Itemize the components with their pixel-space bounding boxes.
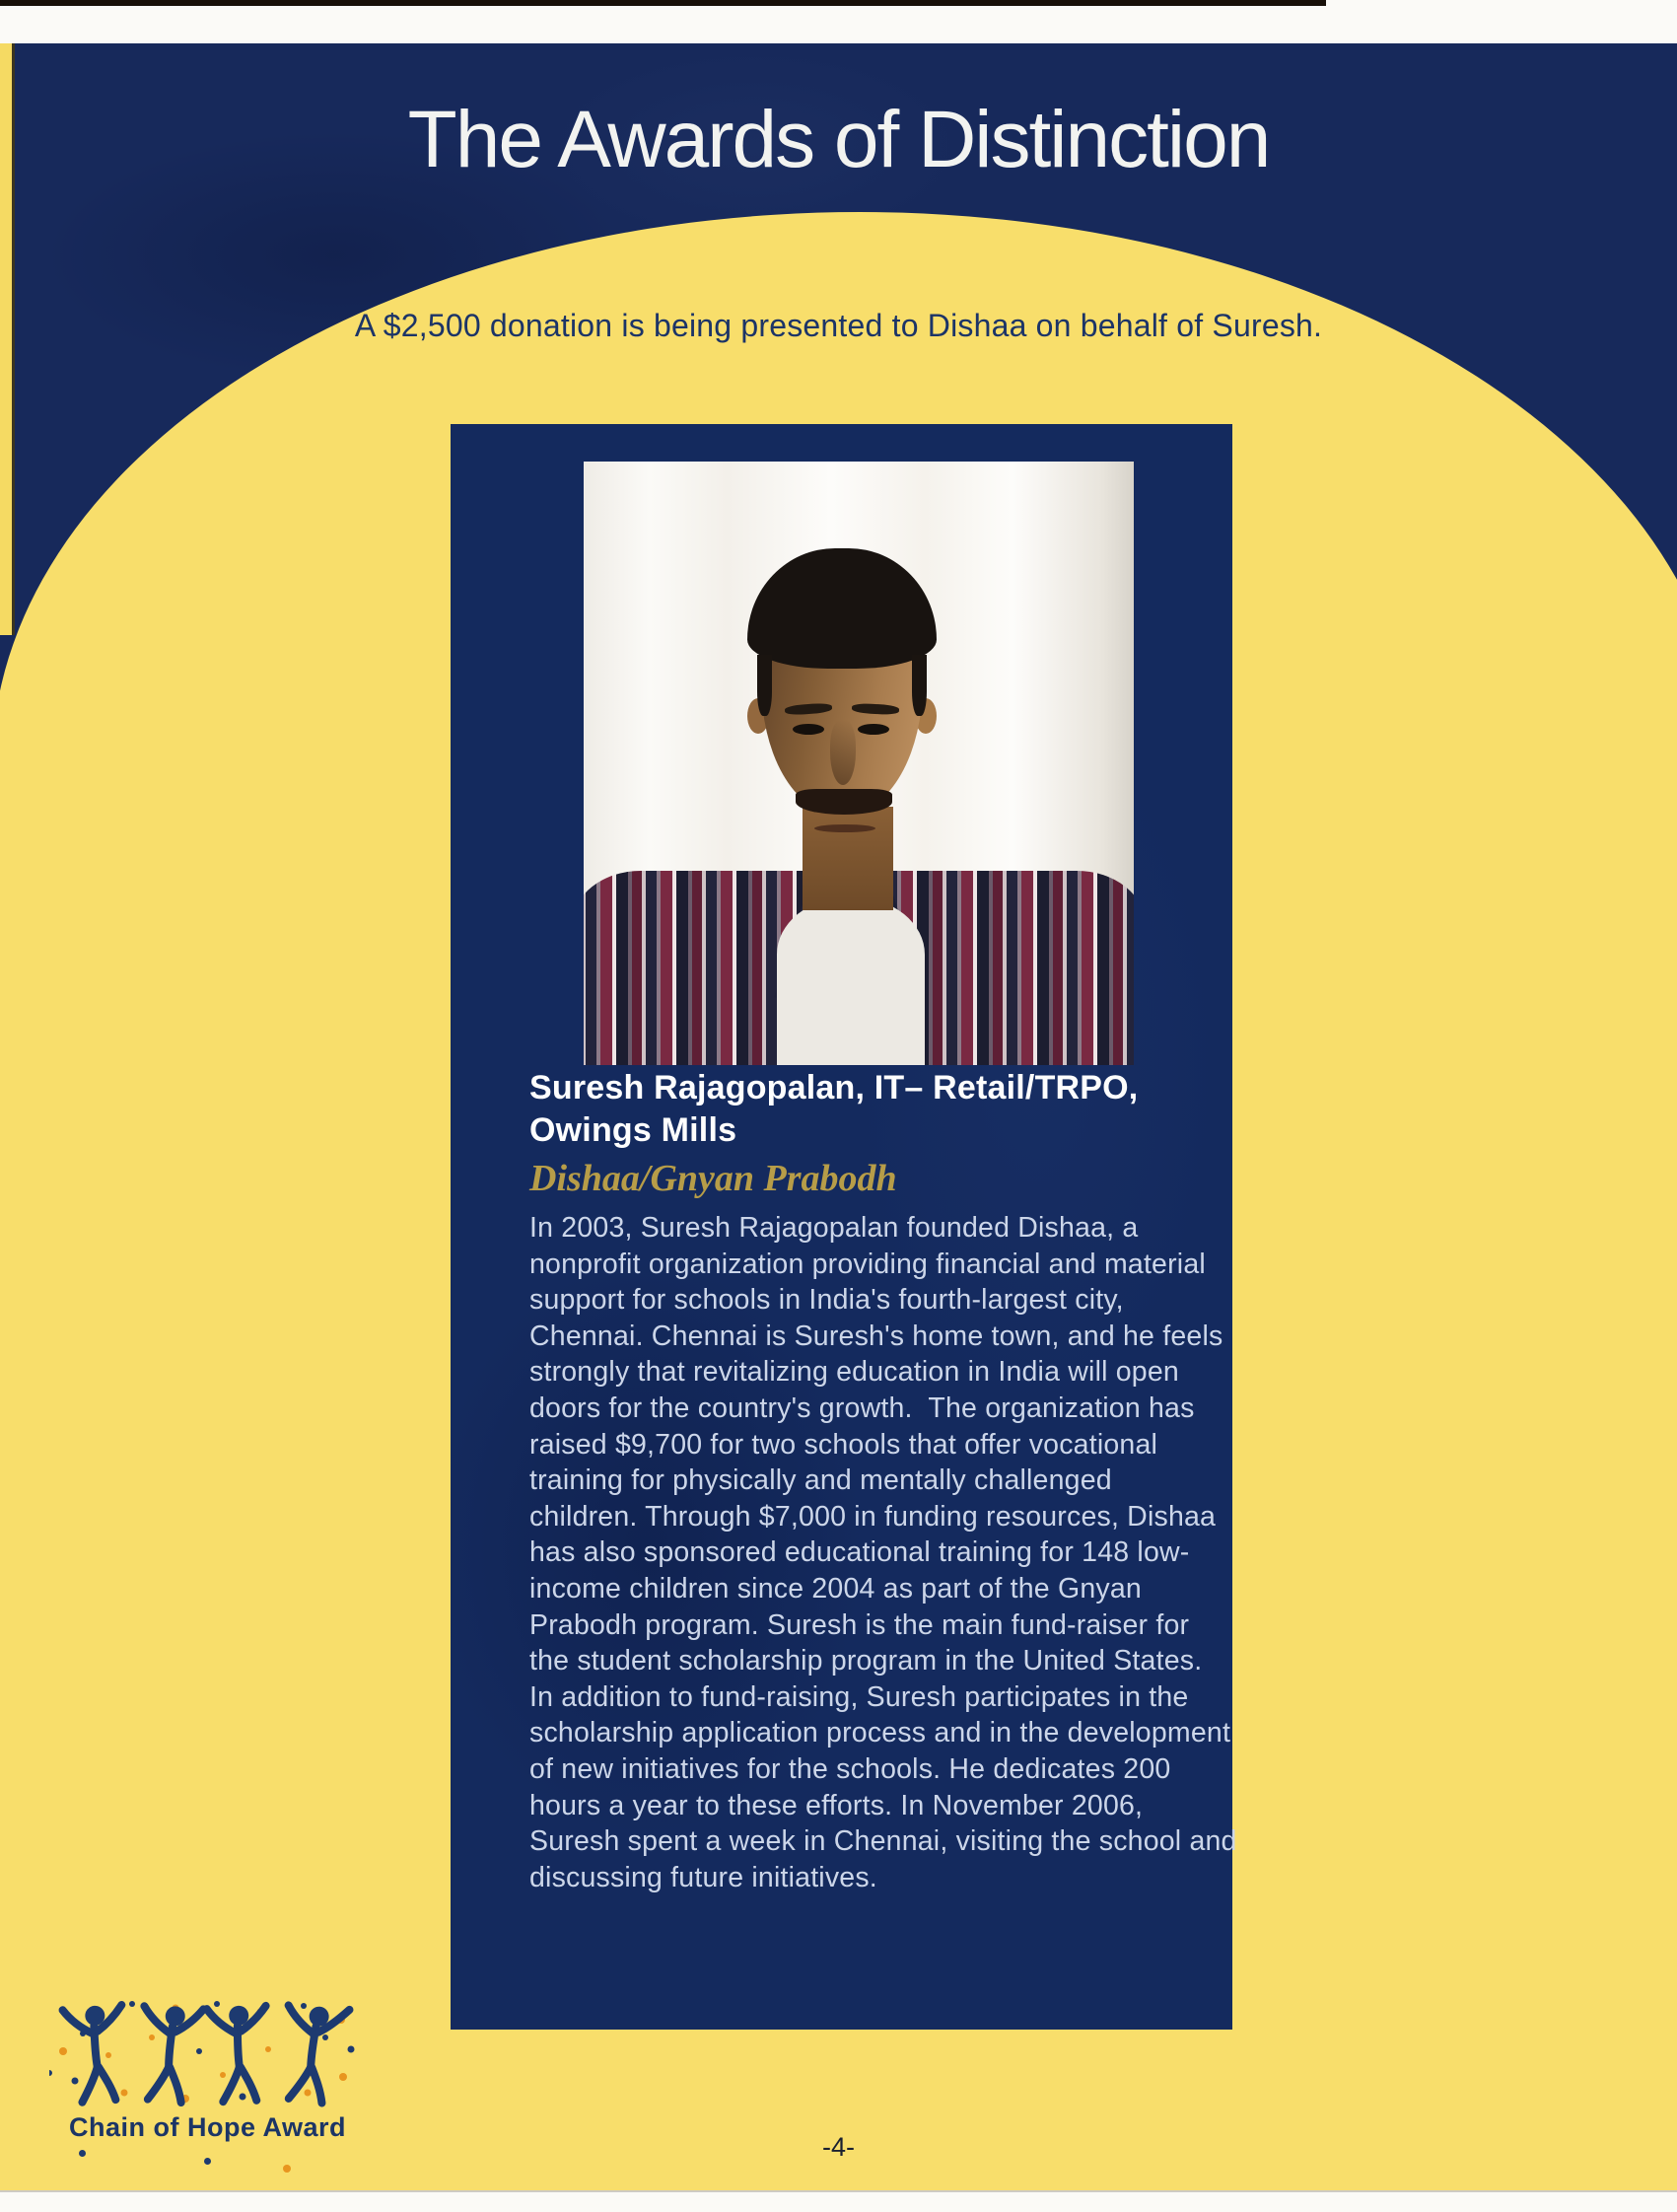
photo-sideburn-left [757,655,772,716]
page-number: -4- [822,2132,855,2162]
photo-eye-right [858,724,889,735]
award-panel [451,424,1237,2030]
bio-line: children. Through $7,000 in funding resources, Dishaa [529,1500,1217,1533]
photo-nose [830,720,856,785]
bio-line: scholarship application process and in the development [529,1717,1231,1749]
bio-line: In 2003, Suresh Rajagopalan founded Dishaa, a [529,1212,1139,1244]
photo-eye-left [793,724,824,735]
bio-line: raised $9,700 for two schools that offer vocational [529,1428,1158,1461]
top-scan-edge [0,0,1677,43]
photo-mustache [796,789,892,815]
logo-caption: Chain of Hope Award [69,2112,347,2142]
bio-line: support for schools in India's fourth-largest city, [529,1284,1124,1317]
bio-line: of new initiatives for the schools. He dedicates 200 [529,1752,1171,1785]
photo-hair [747,548,937,669]
bio-paragraph [529,1210,1237,1895]
bio-line: discussing future initiatives. [529,1861,877,1893]
bio-line: income children since 2004 as part of the Gnyan [529,1572,1142,1605]
bio-line: the student scholarship program in the United States. [529,1645,1203,1677]
bio-line: nonprofit organization providing financial and material [529,1248,1206,1280]
recipient-location: Owings Mills [529,1111,737,1149]
bio-line: hours a year to these efforts. In November 2006, [529,1789,1144,1821]
organization-name: Dishaa/Gnyan Prabodh [529,1158,897,1199]
donation-note: A $2,500 donation is being presented to Dishaa on behalf of Suresh. [354,308,1323,343]
award-text-block [529,1067,1237,1895]
photo-mouth [814,824,875,832]
dancing-figures-icon [49,1994,365,2112]
top-scan-shadow [0,0,1326,6]
photo-sideburn-right [912,655,927,716]
bio-line: doors for the country's growth. The organization has [529,1391,1195,1424]
page-title: The Awards of Distinction [407,95,1270,184]
recipient-name: Suresh Rajagopalan, IT– Retail/TRPO, [529,1069,1139,1106]
bio-line: Chennai. Chennai is Suresh's home town, and he feels [529,1320,1223,1352]
bio-line: Suresh spent a week in Chennai, visiting the school and [529,1825,1237,1858]
portrait-photo [584,462,1134,1065]
photo-neck [803,807,893,910]
bio-line: strongly that revitalizing education in India will open [529,1356,1179,1389]
bio-line: training for physically and mentally challenged [529,1464,1112,1497]
bio-line: In addition to fund-raising, Suresh participates in the [529,1680,1189,1713]
photo-undershirt [777,897,925,1065]
caption-dot [283,2165,291,2173]
bio-line: has also sponsored educational training for 148 low- [529,1536,1190,1569]
bottom-scan-edge [0,2190,1677,2212]
bio-line: Prabodh program. Suresh is the main fund-raiser for [529,1608,1190,1641]
